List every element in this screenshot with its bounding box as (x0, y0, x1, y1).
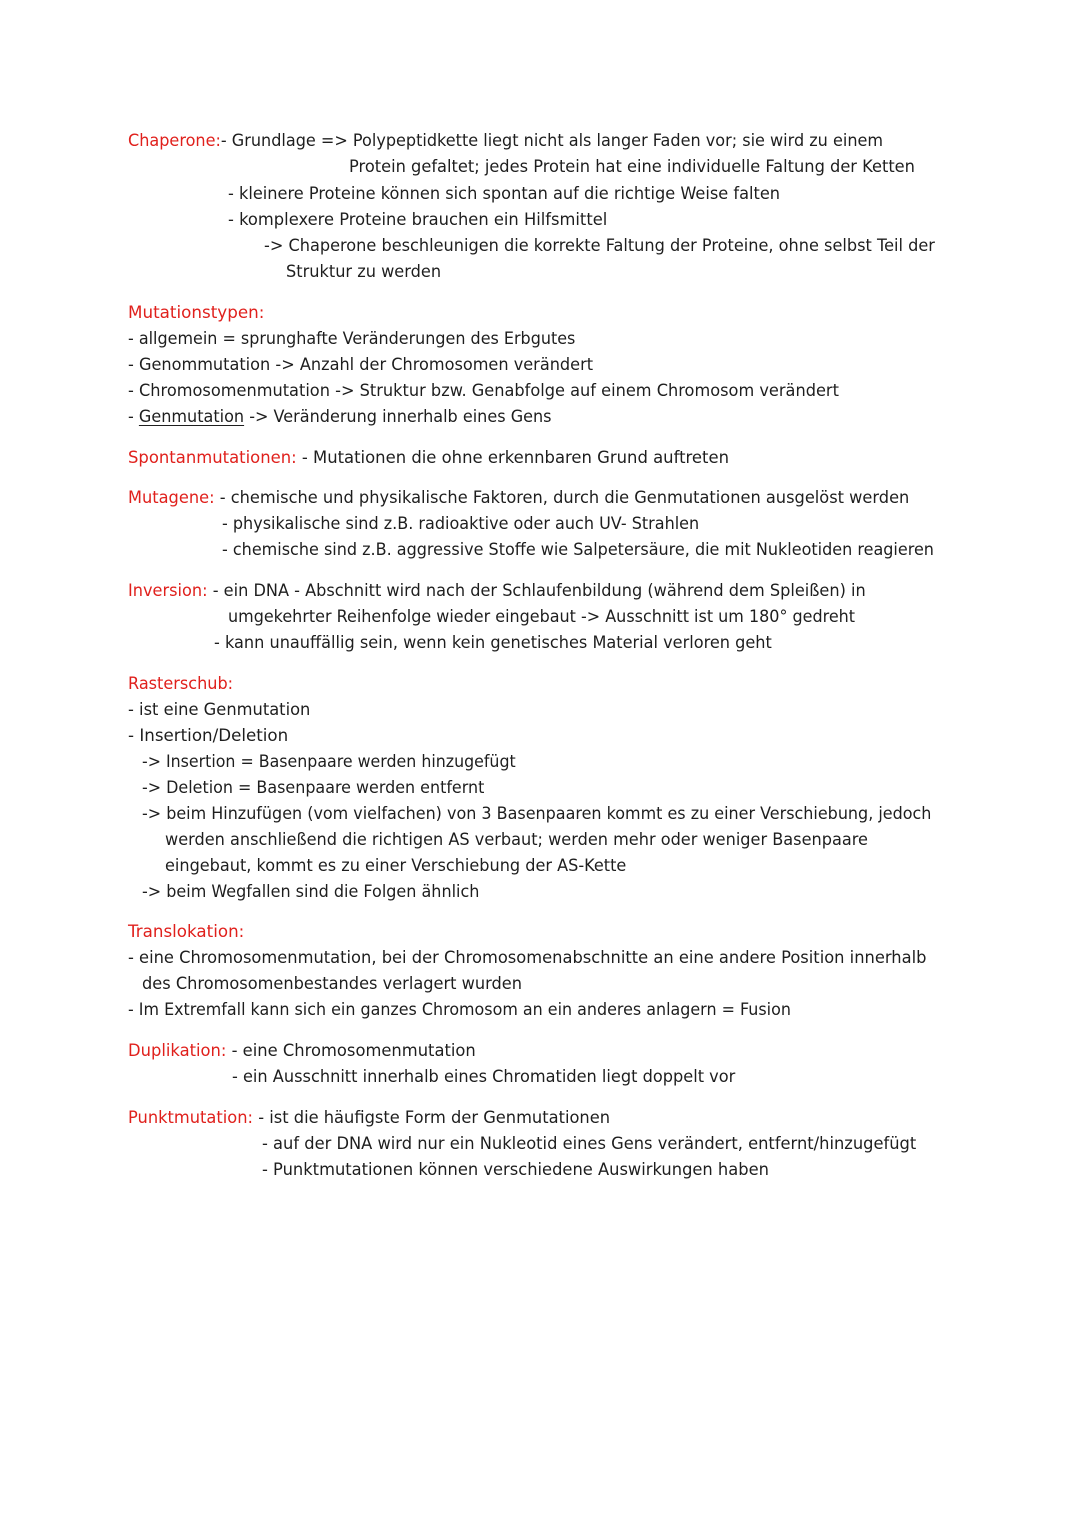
chaperone-text-1: - Grundlage => Polypeptidkette liegt nicht als langer Faden vor; sie wird zu einem (220, 131, 884, 151)
mutationstypen-line-2: - Genommutation -> Anzahl der Chromosomen verändert (128, 355, 594, 375)
duplikation-text-1: - eine Chromosomenmutation (226, 1041, 476, 1061)
chaperone-line-3: - kleinere Proteine können sich spontan auf die richtige Weise falten (228, 184, 781, 204)
inversion-line-1 (128, 583, 866, 600)
chaperone-heading: Chaperone: (128, 131, 221, 151)
mutationstypen-line-3: - Chromosomenmutation -> Struktur bzw. Genabfolge auf einem Chromosom verändert (128, 381, 839, 401)
chaperone-line-4: - komplexere Proteine brauchen ein Hilfsmittel (228, 210, 608, 230)
punktmutation-line-1 (128, 1110, 610, 1127)
rasterschub-line-7: eingebaut, kommt es zu einer Verschiebung der AS-Kette (165, 856, 627, 876)
inversion-heading: Inversion: (128, 581, 208, 601)
duplikation-heading: Duplikation: (128, 1041, 227, 1061)
mutationstypen-line-4-rest: -> Veränderung innerhalb eines Gens (244, 407, 552, 427)
punktmutation-text-1: - ist die häufigste Form der Genmutationen (253, 1108, 611, 1128)
inversion-text-1: - ein DNA - Abschnitt wird nach der Schlaufenbildung (während dem Spleißen) in (207, 581, 866, 601)
punktmutation-line-3: - Punktmutationen können verschiedene Auswirkungen haben (262, 1160, 769, 1180)
translokation-heading: Translokation: (128, 922, 245, 942)
mutagene-heading: Mutagene: (128, 488, 215, 508)
inversion-line-2: umgekehrter Reihenfolge wieder eingebaut -> Ausschnitt ist um 180° gedreht (228, 607, 856, 627)
spontan-heading: Spontanmutationen: (128, 448, 297, 468)
inversion-line-3: - kann unauffällig sein, wenn kein genetisches Material verloren geht (214, 633, 772, 653)
genmutation-term: Genmutation (138, 407, 245, 427)
rasterschub-line-8: -> beim Wegfallen sind die Folgen ähnlich (142, 882, 480, 902)
mutagene-line-1 (128, 490, 909, 507)
mutagene-line-3: - chemische sind z.B. aggressive Stoffe wie Salpetersäure, die mit Nukleotiden reagieren (222, 540, 934, 560)
rasterschub-line-3: -> Insertion = Basenpaare werden hinzugefügt (142, 752, 516, 772)
rasterschub-line-2: - Insertion/Deletion (128, 726, 289, 746)
rasterschub-heading: Rasterschub: (128, 674, 234, 694)
duplikation-line-1 (128, 1043, 476, 1060)
rasterschub-line-5: -> beim Hinzufügen (vom vielfachen) von 3 Basenpaaren kommt es zu einer Verschiebung, jedoch (142, 804, 932, 824)
chaperone-line-1 (128, 133, 883, 150)
spontan-text-1: - Mutationen die ohne erkennbaren Grund auftreten (296, 448, 729, 468)
rasterschub-line-1: - ist eine Genmutation (128, 700, 311, 720)
chaperone-line-6: Struktur zu werden (286, 262, 442, 282)
mutagene-text-1: - chemische und physikalische Faktoren, durch die Genmutationen ausgelöst werden (214, 488, 910, 508)
punktmutation-heading: Punktmutation: (128, 1108, 254, 1128)
rasterschub-line-6: werden anschließend die richtigen AS verbaut; werden mehr oder weniger Basenpaare (165, 830, 868, 850)
translokation-line-3: - Im Extremfall kann sich ein ganzes Chromosom an ein anderes anlagern = Fusion (128, 1000, 791, 1020)
mutagene-line-2: - physikalische sind z.B. radioaktive oder auch UV- Strahlen (222, 514, 700, 534)
duplikation-line-2: - ein Ausschnitt innerhalb eines Chromatiden liegt doppelt vor (232, 1067, 736, 1087)
mutationstypen-line-1: - allgemein = sprunghafte Veränderungen des Erbgutes (128, 329, 576, 349)
rasterschub-line-4: -> Deletion = Basenpaare werden entfernt (142, 778, 485, 798)
mutationstypen-line-4-prefix: - (128, 407, 139, 427)
mutationstypen-line-4 (128, 409, 552, 426)
translokation-line-1: - eine Chromosomenmutation, bei der Chromosomenabschnitte an eine andere Position innerhalb (128, 948, 927, 968)
chaperone-line-2: Protein gefaltet; jedes Protein hat eine individuelle Faltung der Ketten (349, 157, 915, 177)
mutationstypen-heading: Mutationstypen: (128, 303, 265, 323)
chaperone-line-5: -> Chaperone beschleunigen die korrekte Faltung der Proteine, ohne selbst Teil der (264, 236, 935, 256)
spontan-line-1 (128, 450, 729, 467)
punktmutation-line-2: - auf der DNA wird nur ein Nukleotid eines Gens verändert, entfernt/hinzugefügt (262, 1134, 917, 1154)
translokation-line-2: des Chromosomenbestandes verlagert wurden (142, 974, 523, 994)
